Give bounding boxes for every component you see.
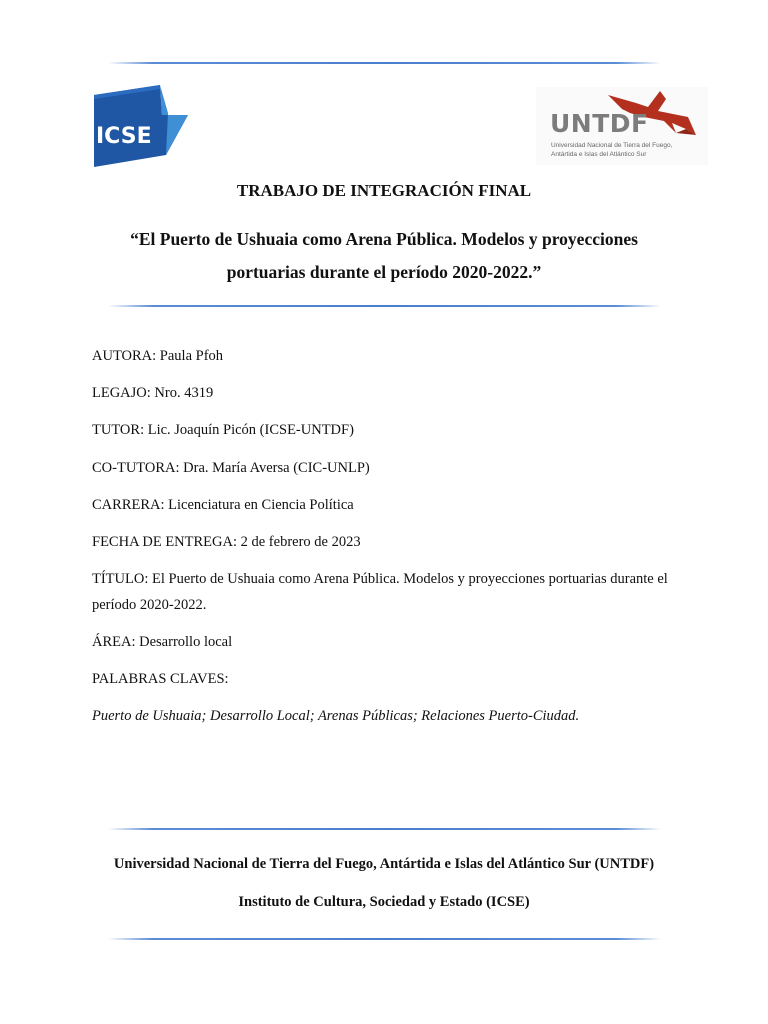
title-divider xyxy=(108,305,661,307)
untdf-logo-text: UNTDF xyxy=(550,109,649,138)
top-divider xyxy=(108,62,661,64)
untdf-logo xyxy=(536,87,708,165)
field-cotutora: CO-TUTORA: Dra. María Aversa (CIC-UNLP) xyxy=(92,460,370,476)
untdf-logo-subtitle-2: Antártida e Islas del Atlántico Sur xyxy=(551,151,647,158)
field-area: ÁREA: Desarrollo local xyxy=(92,634,233,650)
field-titulo: TÍTULO: El Puerto de Ushuaia como Arena Pública. Modelos y proyecciones portuarias durante el período 2020-2022. xyxy=(92,571,668,613)
icse-logo xyxy=(94,85,188,167)
field-tutor: TUTOR: Lic. Joaquín Picón (ICSE-UNTDF) xyxy=(92,422,354,438)
footer-institute: Instituto de Cultura, Sociedad y Estado (ICSE) xyxy=(238,894,530,910)
footer-university: Universidad Nacional de Tierra del Fuego, Antártida e Islas del Atlántico Sur (UNTDF) xyxy=(113,856,655,872)
field-fecha-entrega: FECHA DE ENTREGA: 2 de febrero de 2023 xyxy=(92,534,361,550)
field-autora: AUTORA: Paula Pfoh xyxy=(92,348,224,364)
field-palabras-claves: Puerto de Ushuaia; Desarrollo Local; Arenas Públicas; Relaciones Puerto-Ciudad. xyxy=(92,708,580,724)
field-palabras-label: PALABRAS CLAVES: xyxy=(92,671,229,687)
icse-logo-text: ICSE xyxy=(96,124,152,149)
document-title: TRABAJO DE INTEGRACIÓN FINAL xyxy=(236,181,532,200)
field-legajo: LEGAJO: Nro. 4319 xyxy=(92,385,214,401)
footer-top-divider xyxy=(108,828,661,830)
field-carrera: CARRERA: Licenciatura en Ciencia Política xyxy=(92,497,354,513)
footer-bottom-divider xyxy=(108,938,661,940)
untdf-logo-subtitle-1: Universidad Nacional de Tierra del Fuego, xyxy=(551,142,673,149)
document-subtitle: “El Puerto de Ushuaia como Arena Pública. Modelos y proyecciones portuarias durante el período 2020-2022.” xyxy=(130,229,638,282)
